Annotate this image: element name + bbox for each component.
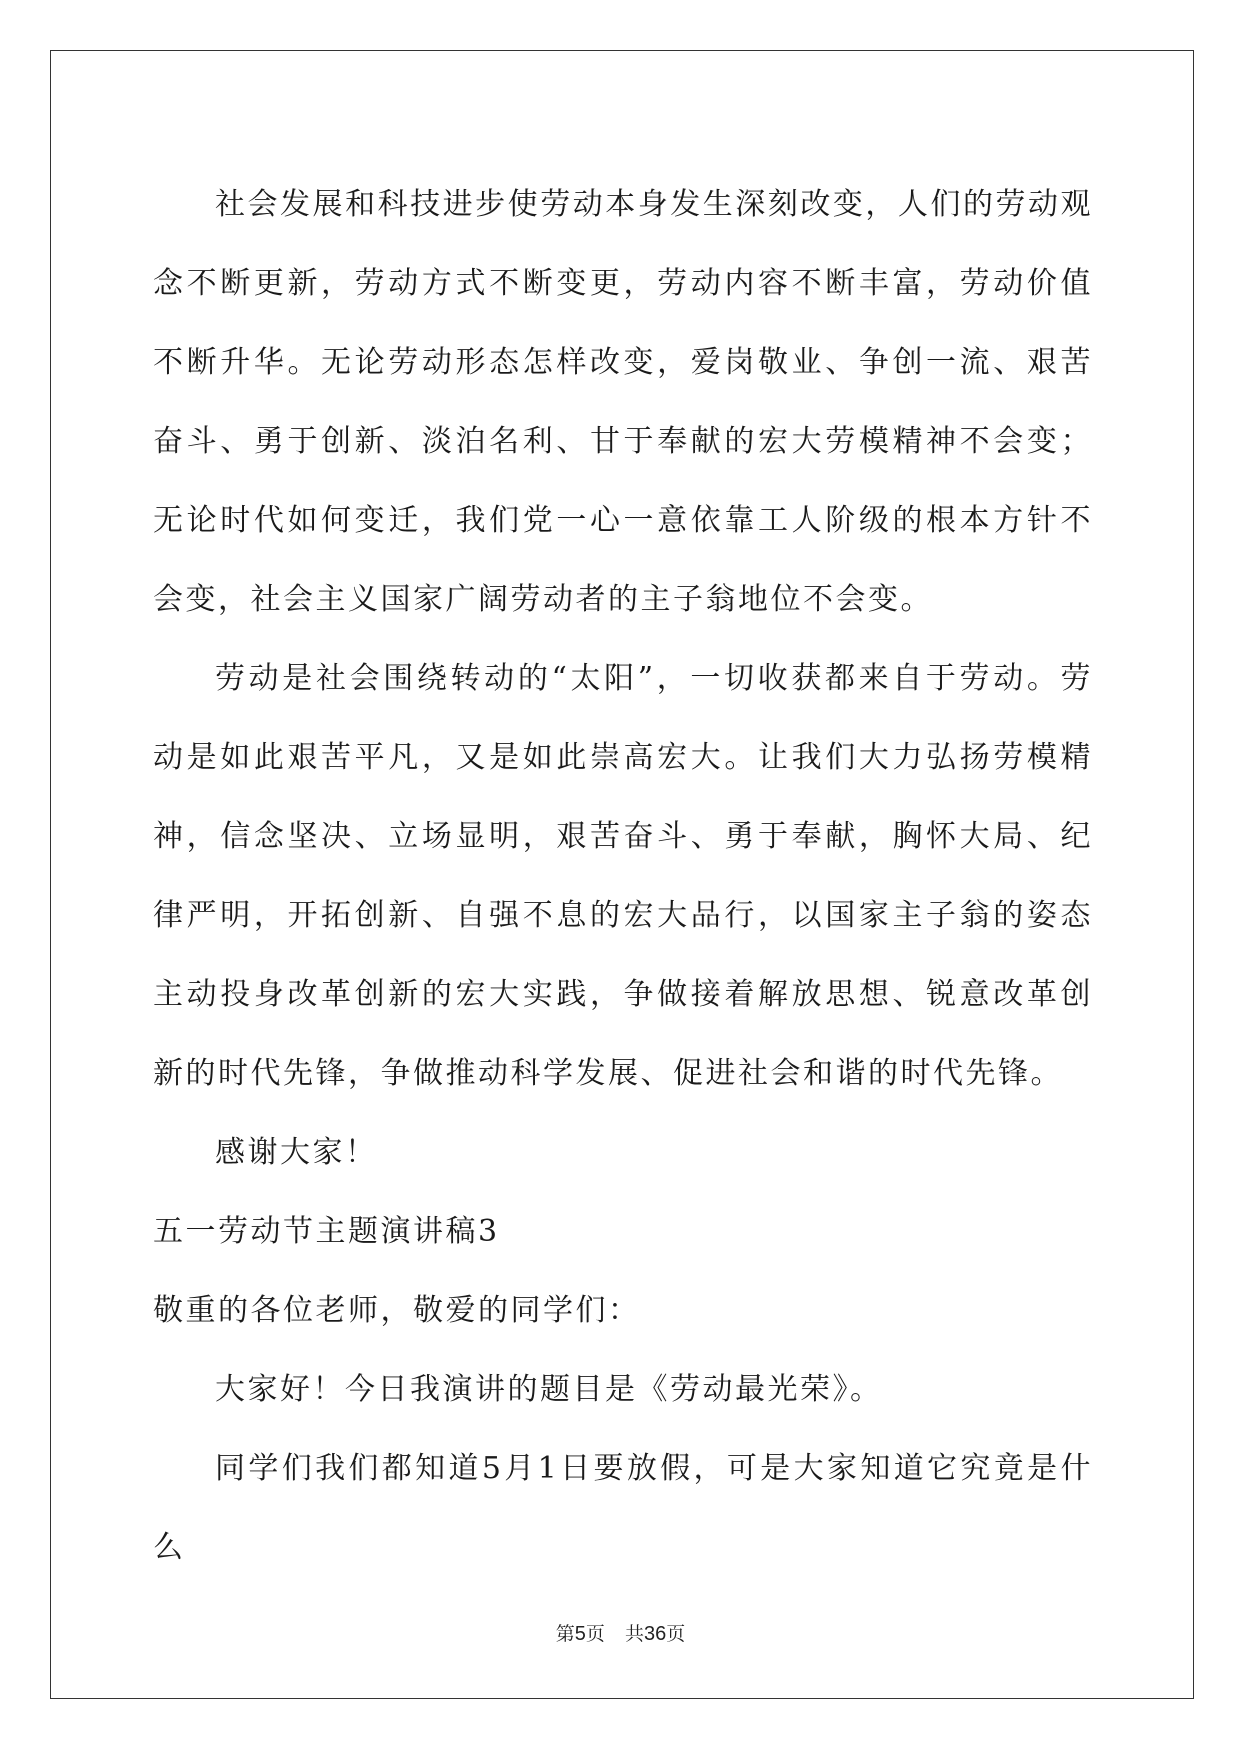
page-suffix: 页 [585,1623,605,1645]
paragraph: 同学们我们都知道5月1日要放假，可是大家知道它究竟是什么 [153,1451,1093,1565]
section-heading: 五一劳动节主题演讲稿3 [153,1214,500,1249]
page-number: 5 [574,1623,586,1645]
paragraph: 大家好！今日我演讲的题目是《劳动最光荣》。 [215,1372,883,1407]
salutation: 敬重的各位老师，敬爱的同学们： [153,1293,641,1328]
total-suffix: 页 [666,1623,686,1645]
document-body [153,165,1093,1587]
page-footer [0,1619,1241,1646]
paragraph: 社会发展和科技进步使劳动本身发生深刻改变，人们的劳动观念不断更新，劳动方式不断变更，劳动内容不断丰富，劳动价值不断升华。无论劳动形态怎样改变，爱岗敬业、争创一流、艰苦奋斗、勇于创新、淡泊名利、甘于奉献的宏大劳模精神不会变；无论时代如何变迁，我们党一心一意依靠工人阶级的根本方针不会变，社会主义国家广阔劳动者的主子翁地位不会变。 [153,187,1093,617]
paragraph: 劳动是社会围绕转动的“太阳”，一切收获都来自于劳动。劳动是如此艰苦平凡，又是如此崇高宏大。让我们大力弘扬劳模精神，信念坚决、立场显明，艰苦奋斗、勇于奉献，胸怀大局、纪律严明，开拓创新、自强不息的宏大品行，以国家主子翁的姿态主动投身改革创新的宏大实践，争做接着解放思想、锐意改革创新的时代先锋，争做推动科学发展、促进社会和谐的时代先锋。 [153,661,1093,1091]
page-prefix: 第 [555,1623,575,1645]
total-pages: 36 [643,1623,667,1645]
paragraph: 感谢大家！ [215,1135,378,1170]
total-prefix: 共 [624,1623,644,1645]
